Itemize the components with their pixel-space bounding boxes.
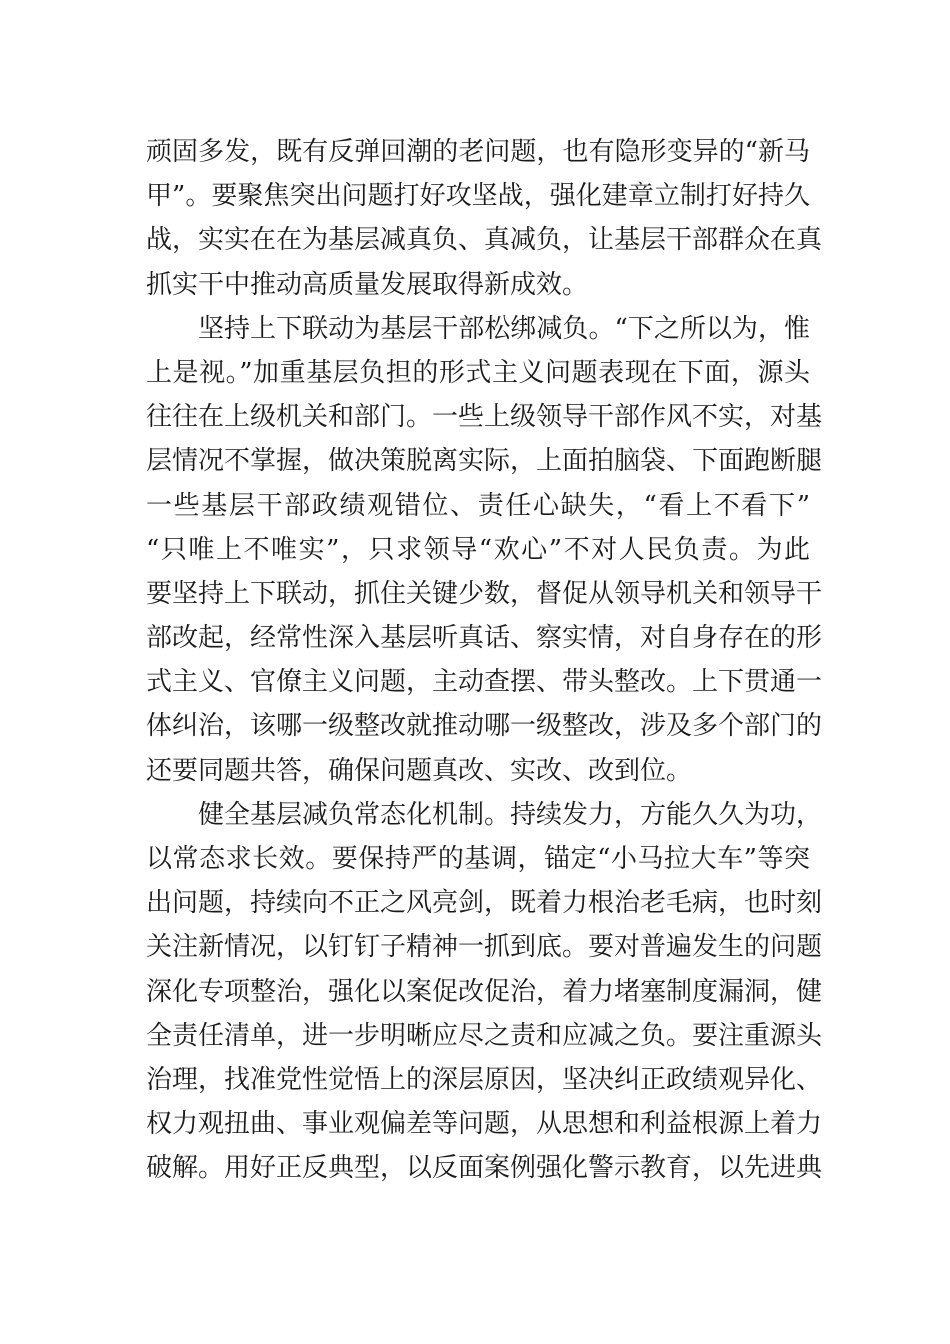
text-line: 破解。用好正反典型，以反面案例强化警示教育，以先进典 bbox=[146, 1153, 823, 1184]
text-line: 部改起，经常性深入基层听真话、察实情，对自身存在的形 bbox=[146, 623, 823, 654]
paragraph-1 bbox=[146, 130, 823, 307]
text-line: 深化专项整治，强化以案促改促治，着力堵塞制度漏洞，健 bbox=[146, 976, 823, 1007]
text-line: 往往在上级机关和部门。一些上级领导干部作风不实，对基 bbox=[146, 402, 823, 433]
text-line: 关注新情况，以钉钉子精神一抓到底。要对普遍发生的问题 bbox=[146, 932, 823, 963]
paragraph-3 bbox=[146, 793, 823, 1191]
paragraph-2 bbox=[146, 307, 823, 793]
text-line: 治理，找准党性觉悟上的深层原因，坚决纠正政绩观异化、 bbox=[146, 1064, 823, 1095]
text-line: 权力观扭曲、事业观偏差等问题，从思想和利益根源上着力 bbox=[146, 1109, 823, 1140]
text-line: 式主义、官僚主义问题，主动查摆、带头整改。上下贯通一 bbox=[146, 667, 823, 698]
text-line: 战，实实在在为基层减真负、真减负，让基层干部群众在真 bbox=[146, 225, 823, 256]
text-line: 全责任清单，进一步明晰应尽之责和应减之负。要注重源头 bbox=[146, 1020, 823, 1051]
text-line: 以常态求长效。要保持严的基调，锚定“小马拉大车”等突 bbox=[146, 844, 810, 874]
text-line: 抓实干中推动高质量发展取得新成效。 bbox=[146, 269, 589, 300]
text-line: 出问题，持续向不正之风亮剑，既着力根治老毛病，也时刻 bbox=[146, 888, 823, 919]
text-line: 还要同题共答，确保问题真改、实改、改到位。 bbox=[146, 755, 693, 786]
text-line: “只唯上不唯实”，只求领导“欢心”不对人民负责。为此 bbox=[146, 534, 810, 565]
text-line: 体纠治，该哪一级整改就推动哪一级整改，涉及多个部门的 bbox=[146, 711, 823, 742]
text-line: 顽固多发，既有反弹回潮的老问题，也有隐形变异的“新马 bbox=[146, 137, 810, 167]
text-line: 上是视。”加重基层负担的形式主义问题表现在下面，源头 bbox=[146, 357, 810, 388]
text-line: 坚持上下联动为基层干部松绑减负。“下之所以为，惟 bbox=[198, 313, 810, 344]
text-line: 一些基层干部政绩观错位、责任心缺失，“看上不看下” bbox=[146, 490, 810, 521]
document-body bbox=[146, 130, 823, 1191]
text-line: 层情况不掌握，做决策脱离实际，上面拍脑袋、下面跑断腿 bbox=[146, 446, 823, 477]
text-line: 甲”。要聚焦突出问题打好攻坚战，强化建章立制打好持久 bbox=[146, 181, 810, 212]
text-line: 健全基层减负常态化机制。持续发力，方能久久为功， bbox=[198, 799, 823, 830]
text-line: 要坚持上下联动，抓住关键少数，督促从领导机关和领导干 bbox=[146, 578, 823, 609]
